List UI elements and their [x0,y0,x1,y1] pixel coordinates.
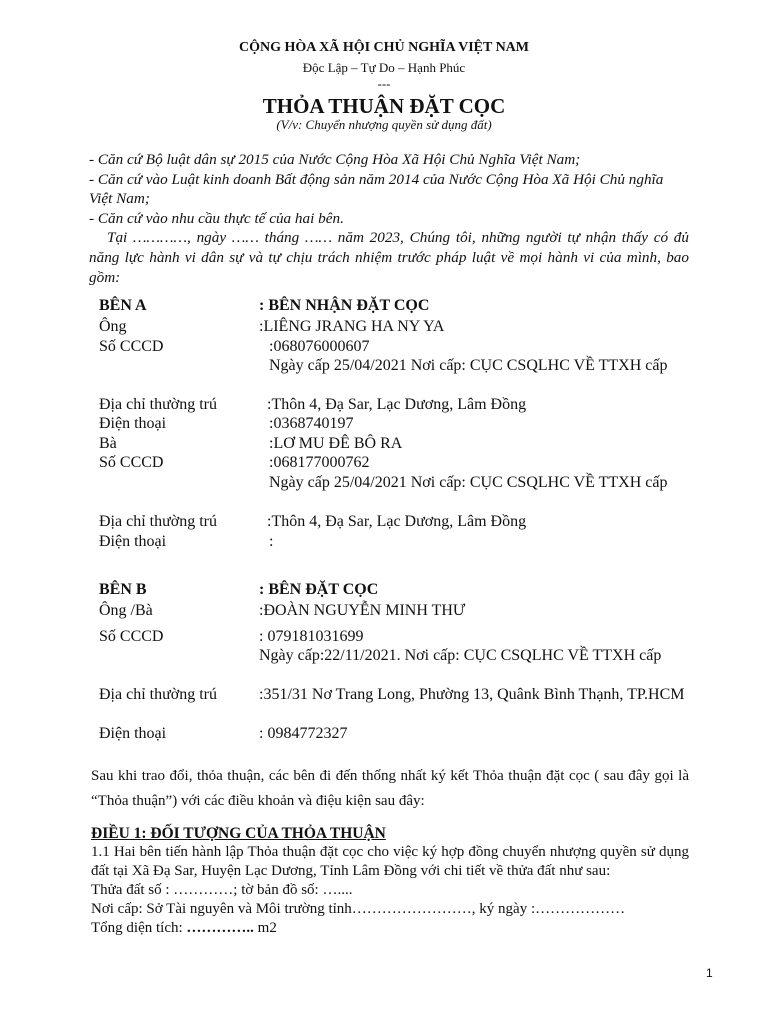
phone-label: Điện thoại [99,415,167,432]
address-label: Địa chỉ thường trú [99,396,217,413]
intro-section [89,150,689,287]
area-info [91,919,689,938]
legal-basis-2: - Căn cứ vào Luật kinh doanh Bất động sản năm 2014 của Nước Cộng Hòa Xã Hội Chủ nghĩa Việt Nam; [89,170,664,208]
phone-label: Điện thoại [99,725,167,742]
nation-heading: CỘNG HÒA XÃ HỘI CHỦ NGHĨA VIỆT NAM [238,40,529,55]
party-b-role: : BÊN ĐẶT CỌC [259,581,379,598]
issuer-info: Nơi cấp: Sở Tài nguyên và Môi trường tỉnh……………………, ký ngày :……………… [91,901,626,917]
address-value: :Thôn 4, Đạ Sar, Lạc Dương, Lâm Đồng [267,513,527,530]
area-unit: m2 [253,920,277,936]
person-name: :ĐOÀN NGUYỄN MINH THƯ [259,602,466,619]
plot-info: Thửa đất số : …………; tờ bản đồ số: ….... [91,882,353,898]
id-issue-info: Ngày cấp:22/11/2021. Nơi cấp: CỤC CSQLHC VỀ TTXH cấp [259,647,662,664]
phone-label: Điện thoại [99,533,167,550]
id-label: Số CCCD [99,454,164,471]
person-name: :LIÊNG JRANG HA NY YA [259,318,445,335]
area-label: Tổng diện tích: [91,920,187,936]
id-number: :068177000762 [269,454,370,471]
id-issue-info: Ngày cấp 25/04/2021 Nơi cấp: CỤC CSQLHC VỀ TTXH cấp [269,474,668,491]
address-value: :Thôn 4, Đạ Sar, Lạc Dương, Lâm Đồng [267,396,527,413]
legal-basis-3: - Căn cứ vào nhu cầu thực tế của hai bên. [89,209,344,227]
id-number: :068076000607 [269,338,370,355]
phone-value: : [269,533,274,550]
page-number: 1 [706,966,713,980]
area-value: ………….. [186,920,254,936]
id-issue-info: Ngày cấp 25/04/2021 Nơi cấp: CỤC CSQLHC VỀ TTXH cấp [269,357,668,374]
person-title-label: Ông [99,318,127,335]
id-label: Số CCCD [99,338,164,355]
agreement-intro: Sau khi trao đổi, thỏa thuận, các bên đi đến thống nhất ký kết Thỏa thuận đặt cọc ( sau đây gọi là “Thỏa thuận”) với các điều khoản và điệu kiện sau đây: [91,768,689,809]
document-title: THỎA THUẬN ĐẶT CỌC [262,94,506,118]
id-number: : 079181031699 [259,628,364,645]
address-label: Địa chỉ thường trú [99,686,217,703]
legal-basis-1: - Căn cứ Bộ luật dân sự 2015 của Nước Cộng Hòa Xã Hội Chủ Nghĩa Việt Nam; [89,151,581,168]
article-1-title: ĐIỀU 1: ĐỐI TƯỢNG CỦA THỎA THUẬN [91,825,386,842]
document-subtitle: (V/v: Chuyển nhượng quyền sử dụng đất) [276,117,492,132]
intro-paragraph: Tại …………, ngày …… tháng …… năm 2023, Chúng tôi, những người tự nhận thấy có đủ năng lực hành vi dân sự và tự chịu trách nhiệm trước pháp luật về mọi hành vi của mình, bao gồm: [89,229,689,286]
phone-value: :0368740197 [269,415,354,432]
motto: Độc Lập – Tự Do – Hạnh Phúc [302,60,466,75]
party-a-label: BÊN A [99,297,147,314]
party-a-role: : BÊN NHẬN ĐẶT CỌC [259,297,430,314]
address-label: Địa chỉ thường trú [99,513,217,530]
party-b-label: BÊN B [99,581,147,598]
id-label: Số CCCD [99,628,164,645]
person-title-label: Bà [99,435,117,452]
article-1-clause: 1.1 Hai bên tiến hành lập Thỏa thuận đặt cọc cho việc ký hợp đồng chuyển nhượng quyền sử dụng đất tại Xã Đạ Sar, Huyện Lạc Dương, Tỉnh Lâm Đồng với chi tiết về thửa đất như sau: [91,844,689,879]
person-name: :LƠ MU ĐÊ BÔ RA [269,435,403,452]
person-title-label: Ông /Bà [99,602,153,619]
article-1 [91,824,689,938]
address-value: :351/31 Nơ Trang Long, Phường 13, Quânk Bình Thạnh, TP.HCM [259,686,685,703]
separator: --- [377,76,391,91]
phone-value: : 0984772327 [259,725,348,742]
